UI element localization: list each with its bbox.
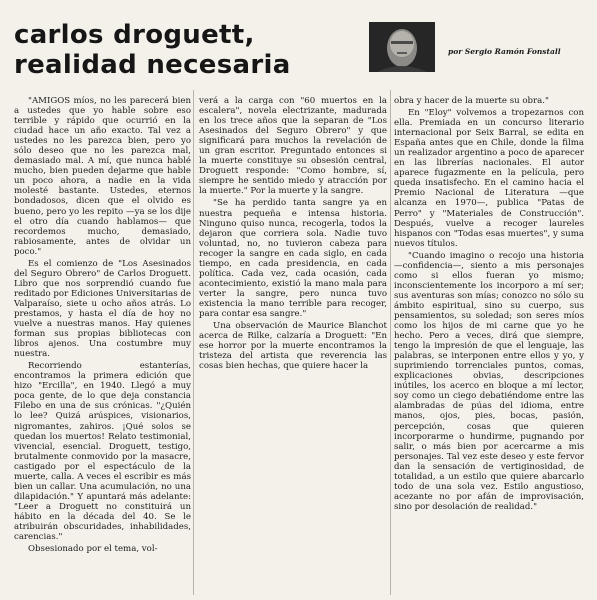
paragraph: Es el comienzo de "Los Asesinados del Seguro Obrero" de Carlos Droguett. Libro que nos sorprendió cuando fue reditado por Ediciones Universitarias de Valparaíso, siete u ocho años atrás. Lo prestamos, y hasta el día de hoy no vuelve a nuestras manos. Hay quienes forman sus propias bibliotecas con libros ajenos. Una costumbre muy nuestra.: [14, 258, 191, 360]
column-divider: [390, 90, 391, 595]
paragraph: En "Eloy" volvemos a tropezarnos con ella. Premiada en un concurso literario internacional por Seix Barral, se edita en España antes que en Chile, donde la filma un realizador argentino a poco de aparecer en las librerías nacionales. El autor aparece fugazmente en la película, pero queda insatisfecho. En el camino hacia el Premio Nacional de Literatura —que alcanza en 1970—, publica "Patas de Perro" y "Materiales de Construcción". Después, vuelve a recoger laureles hispanos con "Todas esas muertes", y suma nuevos títulos.: [394, 108, 584, 249]
paragraph: "Se ha perdido tanta sangre ya en nuestra pequeña e intensa historia. Ninguno quiso nunca, recogerla, todos la dejaron que corriera sola. Nadie tuvo voluntad, no, no tuvieron cabeza para recoger la sangre en cada siglo, en cada tiempo, en cada presidencia, en cada política. Cada vez, cada ocasión, cada acontecimiento, existió la mano mala para verter la sangre, pero nunca tuvo existencia la mano terrible para recoger, para contar esa sangre.": [199, 198, 387, 319]
column-divider: [193, 90, 194, 595]
portrait-image: [369, 22, 435, 72]
article-column-3: [394, 96, 584, 512]
headline-line-1: carlos droguett,: [14, 20, 255, 50]
paragraph: "Cuando imagino o recojo una historia —confidencia—, siento a mis personajes como si ellos fueran yo mismo; inconscientemente los incorporo a mí ser; sus aventuras son mías; conozco no sólo su ámbito espiritual, sino su cuerpo, sus pensamientos, su soledad; son seres míos como los hijos de mi carne que yo he hecho. Pero a veces, dirá que siempre, tengo la impresión de que el lenguaje, las palabras, se interponen entre ellos y yo, y suprimiendo torrenciales puntos, comas, explicaciones obvias, descripciones inútiles, los acerco en bloque a mí lector, soy como un ciego debatiéndome entre las alambradas de púas del idioma, entre manos, ojos, pies, bocas, pasión, percepción, cosas que quieren incorporarme o hundirme, pugnando por salir, o más bien por acercarme a mis personajes. Tal vez este deseo y este fervor dan la sensación de vertiginosidad, de totalidad, a un estilo que quiere abarcarlo todo de una sola vez. Estilo angustioso, acezante no por afán de improvisación, sino por desolación de realidad.": [394, 250, 584, 512]
paragraph: verá a la carga con "60 muertos en la escalera", novela electrizante, madurada en los trece años que la separan de "Los Asesinados del Seguro Obrero" y que significará para muchos la revelación de un gran escritor. Preguntado entonces si la muerte constituye su obsesión central, Droguett responde: "Como hombre, sí, siempre he sentido miedo y atracción por la muerte." Por la muerte y la sangre.: [199, 96, 387, 197]
paragraph: Obsesionado por el tema, vol-: [28, 544, 158, 555]
paragraph: obra y hacer de la muerte su obra.": [394, 96, 549, 106]
paragraph: Recorriendo estanterías, encontramos la primera edición que hizo "Ercilla", en 1940. Llegó a muy poca gente, de lo que deja constancia Filebo en una de sus crónicas. "¿Quién lo lee? Quizá arúspices, visionarios, nigromantes, zahiros. ¡Qué solos se quedan los muertos! Relato testimonial, vivencial, esencial. Droguett, testigo, brutalmente conmovido por la masacre, castigado por el espectáculo de la muerte, calla. A veces el escribir es más bien un callar. Una acumulación, no una dilapidación." Y apuntará más adelante: "Leer a Droguett no constituirá un hábito en la década del 40. Se le atribuirán obscuridades, inhabilidades, carencias.": [14, 361, 191, 543]
author-portrait-icon: [369, 22, 435, 72]
article-column-1: [14, 96, 191, 554]
paragraph: Una observación de Maurice Blanchot acerca de Rilke, calzaría a Droguett: "En ese horror por la muerte encontramos la tristeza del artista que reverencia las cosas bien hechas, que quiere hacer la: [199, 321, 387, 372]
article-byline: por Sergio Ramón Fonstall: [448, 47, 561, 56]
headline-line-2: realidad necesaria: [14, 50, 291, 80]
article-column-2: [199, 96, 387, 371]
paragraph: "AMIGOS míos, no les parecerá bien a ustedes que yo hable sobre eso terrible y rápido que ocurrió en la ciudad hace un año exacto. Tal vez a ustedes no les parezca bien, pero yo sólo deseo que no les parezca mal, demasiado mal. A mí, que nunca hablé mucho, bien pueden dejarme que hable un poco ahora, a nadie en la vida molesté bastante. Ustedes, eternos bondadosos, dicen que el olvido es bueno, pero yo les repito —ya se los dije el otro día cuando hablamos— que recordemos mucho, demasiado, rabiosamente, antes de olvidar un poco.": [14, 96, 191, 257]
article-headline: [14, 20, 344, 80]
